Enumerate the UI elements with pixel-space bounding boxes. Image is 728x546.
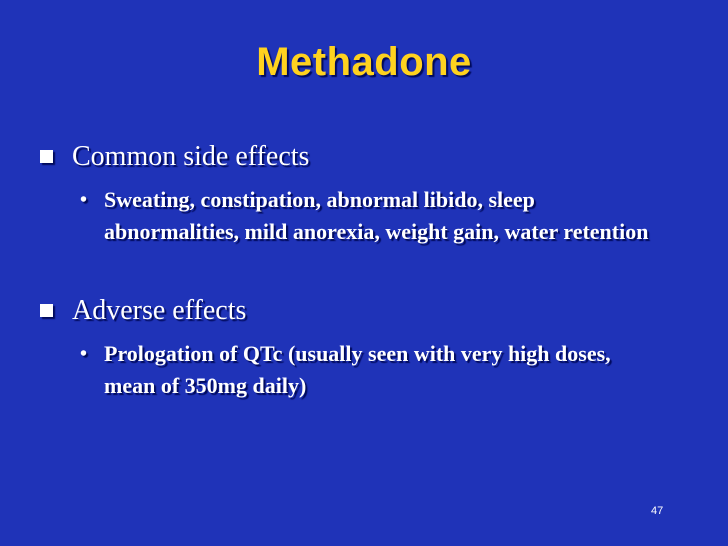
bullet-label: Adverse effects [72,295,247,326]
round-bullet-icon: • [80,189,88,211]
page-number: 47 [651,505,664,517]
slide-title: Methadone [256,40,472,84]
square-bullet-icon [40,304,53,317]
square-bullet-icon [40,150,53,163]
sub-bullet-text: Sweating, constipation, abnormal libido, sleep abnormalities, mild anorexia, weight gain, water retention [104,187,649,244]
sub-bullet-text: Prologation of QTc (usually seen with very high doses, mean of 350mg daily) [104,341,611,398]
round-bullet-icon: • [80,343,88,365]
bullet-label: Common side effects [72,141,310,172]
